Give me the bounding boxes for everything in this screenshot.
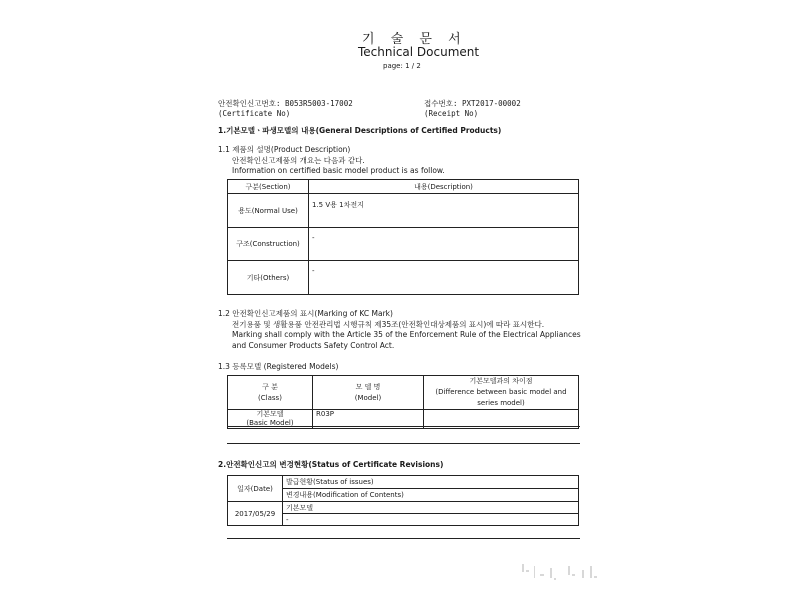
basic-model-name: R03P xyxy=(313,410,424,429)
col-model-en: (Model) xyxy=(354,393,382,402)
section-1-2-line-2: Marking shall comply with the Article 35 of the Enforcement Rule of the Electrical Appliances xyxy=(232,330,581,339)
row-normal-use-label: 용도(Normal Use) xyxy=(228,194,309,228)
section-1-2-line-3: and Consumer Products Safety Control Act. xyxy=(232,341,395,350)
col-section-header: 구분(Section) xyxy=(228,180,309,194)
revision-modification: - xyxy=(283,514,579,526)
page-number: page: 1 / 2 xyxy=(383,62,421,70)
section-1-1-line-2: Information on certified basic model product is as follow. xyxy=(232,166,445,175)
registered-models-table xyxy=(227,375,579,429)
revision-issue: 기본모델 xyxy=(283,502,579,514)
col-difference-header xyxy=(424,376,579,410)
revision-date: 2017/05/29 xyxy=(228,502,283,526)
document-title-ko: 기 술 문 서 xyxy=(362,32,467,47)
document-title-en: Technical Document xyxy=(358,45,480,59)
col-issues-header: 발급현황(Status of issues) xyxy=(283,476,579,489)
certificate-number: 안전확인신고번호: B053R5003-17002 xyxy=(218,99,353,108)
row-others-label: 기타(Others) xyxy=(228,261,309,295)
certificate-number-label: (Certificate No) xyxy=(218,109,291,118)
section-1-1-title: 1.1 제품의 설명(Product Description) xyxy=(218,145,351,154)
col-class-en: (Class) xyxy=(258,393,282,402)
scan-noise xyxy=(520,560,600,590)
col-date-header: 일자(Date) xyxy=(228,476,283,502)
section-1-2-title: 1.2 안전확인신고제품의 표시(Marking of KC Mark) xyxy=(218,309,393,318)
receipt-number-label: (Receipt No) xyxy=(424,109,479,118)
basic-model-class-ko: 기본모델 xyxy=(256,410,284,418)
section-1-title: 1.기본모델ㆍ파생모델의 내용(General Descriptions of Certified Products) xyxy=(218,126,502,135)
section-1-2-line-1: 전기용품 및 생활용품 안전관리법 시행규칙 제35조(안전확인대상제품의 표시)에 따라 표시한다. xyxy=(232,320,545,329)
section-1-1-line-1: 안전확인신고제품의 개요는 다음과 같다. xyxy=(232,156,365,165)
row-others-value: - xyxy=(309,261,579,295)
models-table-extra-line-2 xyxy=(227,443,580,444)
product-description-table xyxy=(227,179,579,295)
col-model-ko: 모 델 명 xyxy=(355,382,381,391)
col-difference-ko: 기본모델과의 차이점 xyxy=(469,377,533,385)
col-model-header xyxy=(313,376,424,410)
row-normal-use-value: 1.5 V용 1차전지 xyxy=(309,194,579,228)
section-2-title: 2.안전확인신고의 변경현황(Status of Certificate Revisions) xyxy=(218,460,444,469)
row-construction-label: 구조(Construction) xyxy=(228,228,309,261)
basic-model-class-en: (Basic Model) xyxy=(246,419,294,427)
status-table-extra-line xyxy=(227,538,580,539)
col-difference-en: (Difference between basic model and series model) xyxy=(435,388,567,407)
section-1-3-title: 1.3 등록모델 (Registered Models) xyxy=(218,362,339,371)
col-class-ko: 구 분 xyxy=(262,382,278,391)
models-table-extra-line-1 xyxy=(227,426,580,427)
certificate-revisions-table xyxy=(227,475,579,526)
col-modification-header: 변경내용(Modification of Contents) xyxy=(283,489,579,502)
receipt-number: 접수번호: PXT2017-00002 xyxy=(424,99,521,108)
col-class-header xyxy=(228,376,313,410)
row-construction-value: - xyxy=(309,228,579,261)
col-description-header: 내용(Description) xyxy=(309,180,579,194)
